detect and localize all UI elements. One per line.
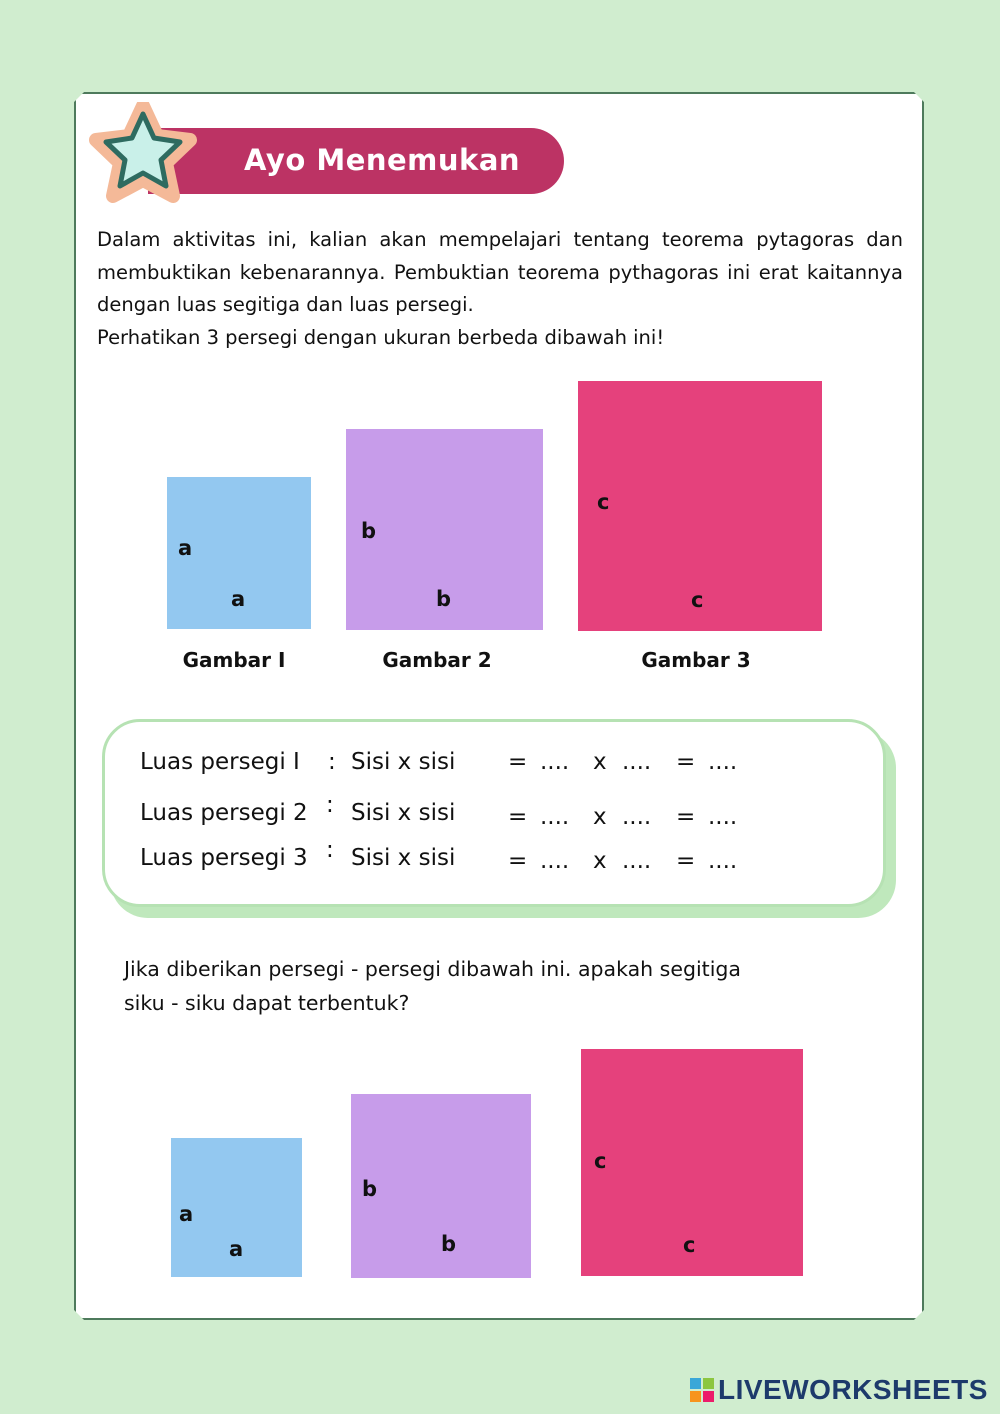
question-line-2: siku - siku dapat terbentuk? [124, 991, 410, 1015]
caption-gambar-2: Gambar 2 [382, 648, 492, 672]
square-a-bottom-label: a [231, 587, 246, 611]
formula-name: Luas persegi 2 [140, 800, 308, 826]
formula-sep: : [326, 792, 334, 818]
square-b-bottom-label: b [441, 1232, 457, 1256]
formula-name: Luas persegi I [140, 749, 300, 775]
intro-paragraph: Dalam aktivitas ini, kalian akan mempelajari tentang teorema pytagoras dan membuktikan kebenarannya. Pembuktian teorema pythagoras ini erat kaitannya dengan luas segitiga dan luas persegi. [97, 228, 903, 316]
caption-gambar-1: Gambar I [182, 648, 286, 672]
formula-blank-1[interactable]: .... [540, 804, 570, 830]
brand-footer[interactable] [690, 1372, 988, 1408]
formula-eq: = [508, 848, 528, 874]
formula-row-2 [140, 792, 738, 830]
formula-eq2: = [676, 804, 696, 830]
formula-blank-2[interactable]: .... [622, 804, 652, 830]
intro-instruction: Perhatikan 3 persegi dengan ukuran berbeda dibawah ini! [97, 325, 665, 349]
formula-name: Luas persegi 3 [140, 845, 308, 871]
square-c-bottom-label: c [691, 588, 704, 612]
formula-blank-2[interactable]: .... [622, 749, 652, 775]
formula-blank-3[interactable]: .... [708, 804, 738, 830]
question-text [124, 952, 884, 1020]
formula-blank-3[interactable]: .... [708, 848, 738, 874]
formula-eq: = [508, 749, 528, 775]
square-b-left-label: b [361, 519, 377, 543]
formula-eq2: = [676, 749, 696, 775]
question-line-1: Jika diberikan persegi - persegi dibawah ini. apakah segitiga [124, 957, 741, 981]
formula-blank-2[interactable]: .... [622, 848, 652, 874]
square-b-left-label: b [362, 1177, 378, 1201]
formula-row-1 [140, 745, 738, 779]
formula-times: x [593, 749, 607, 775]
formula-eq: = [508, 804, 528, 830]
caption-gambar-3: Gambar 3 [641, 648, 751, 672]
square-a-left-label: a [178, 536, 193, 560]
formula-blank-1[interactable]: .... [540, 749, 570, 775]
formula-rule: Sisi x sisi [351, 749, 456, 775]
formula-eq2: = [676, 848, 696, 874]
formula-blank-1[interactable]: .... [540, 848, 570, 874]
formula-sep: : [328, 749, 336, 775]
square-b-bottom-label: b [436, 587, 452, 611]
formula-rule: Sisi x sisi [351, 845, 456, 871]
square-c-left-label: c [597, 490, 610, 514]
star-icon [88, 102, 198, 204]
square-c-bottom-label: c [683, 1233, 696, 1257]
square-c-left-label: c [594, 1149, 607, 1173]
square-a-bottom-label: a [229, 1237, 244, 1261]
formula-row-3 [140, 837, 738, 875]
header-title: Ayo Menemukan [244, 143, 521, 177]
liveworksheets-logo-icon [690, 1378, 714, 1402]
formula-times: x [593, 804, 607, 830]
formula-sep: : [326, 837, 334, 863]
formula-rule: Sisi x sisi [351, 800, 456, 826]
square-a-left-label: a [179, 1202, 194, 1226]
intro-text [97, 224, 903, 354]
brand-name: LIVEWORKSHEETS [718, 1374, 988, 1405]
formula-times: x [593, 848, 607, 874]
formula-blank-3[interactable]: .... [708, 749, 738, 775]
